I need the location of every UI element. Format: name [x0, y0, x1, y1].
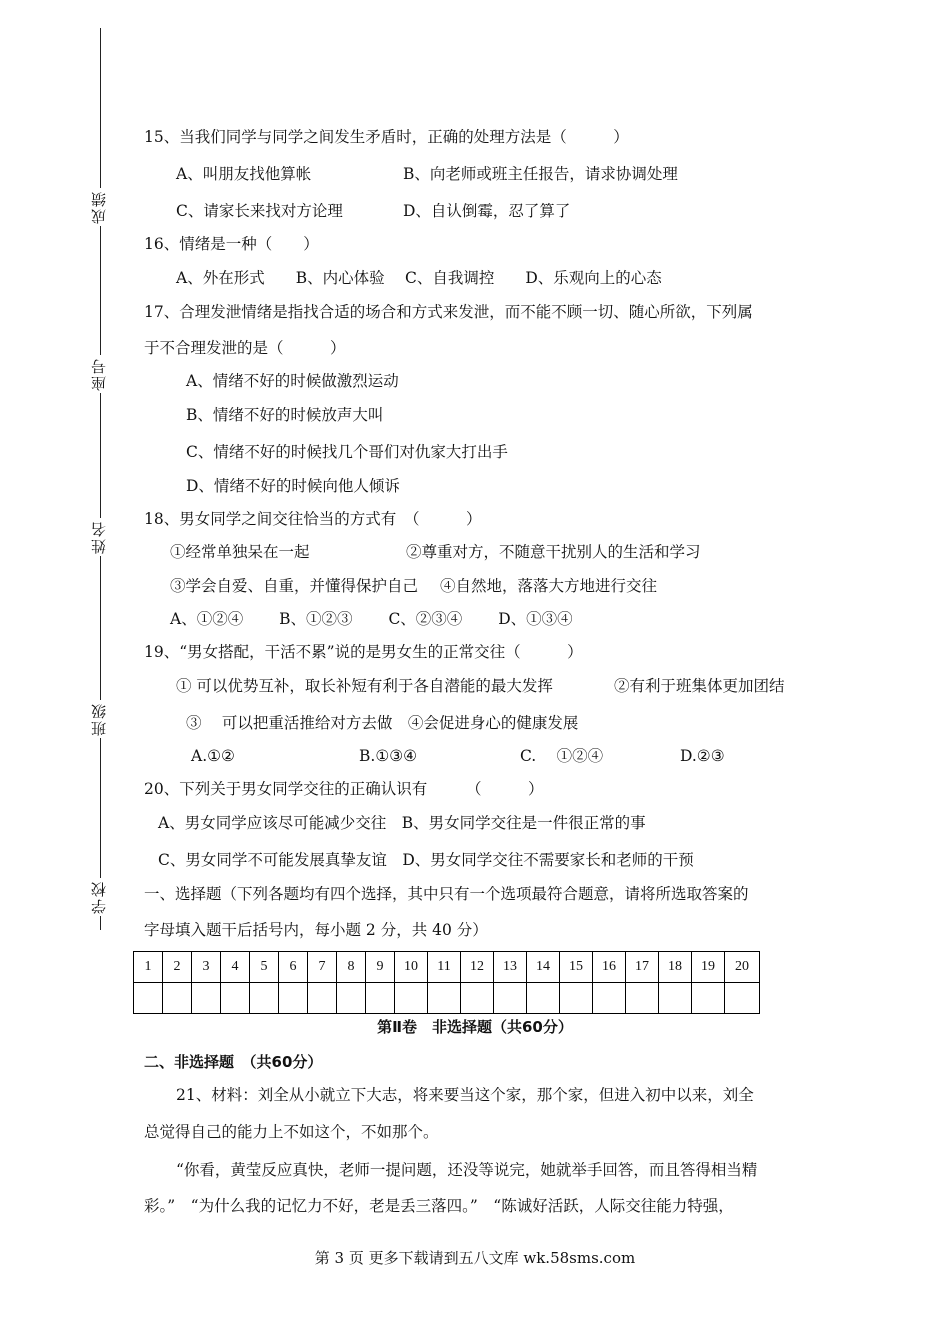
answer-blank-cell[interactable]	[395, 983, 428, 1014]
q17-option-d: D、情绪不好的时候向他人倾诉	[186, 477, 400, 495]
answer-blank-cell[interactable]	[560, 983, 593, 1014]
q15-option-d: D、自认倒霉，忍了算了	[403, 202, 571, 220]
answer-number-cell: 17	[626, 952, 659, 983]
answer-table-answer-row	[134, 983, 760, 1014]
q19-option-c: C. ①②④	[520, 747, 604, 765]
section1-instruction-line2: 字母填入题干后括号内，每小题 2 分，共 40 分）	[144, 921, 488, 939]
q19-items-3-4: ③ 可以把重活推给对方去做 ④会促进身心的健康发展	[186, 714, 579, 732]
answer-blank-cell[interactable]	[163, 983, 192, 1014]
answer-number-cell: 15	[560, 952, 593, 983]
answer-number-cell: 14	[527, 952, 560, 983]
q17-option-a: A、情绪不好的时候做激烈运动	[186, 372, 399, 390]
margin-label-seat: 座号	[88, 355, 112, 393]
section1-instruction-line1: 一、选择题（下列各题均有四个选择，其中只有一个选项最符合题意，请将所选取答案的	[144, 885, 749, 903]
answer-blank-cell[interactable]	[428, 983, 461, 1014]
q17-stem-line2: 于不合理发泄的是（ ）	[144, 339, 346, 357]
answer-number-cell: 19	[692, 952, 725, 983]
answer-blank-cell[interactable]	[527, 983, 560, 1014]
answer-blank-cell[interactable]	[221, 983, 250, 1014]
answer-blank-cell[interactable]	[337, 983, 366, 1014]
q20-options-cd: C、男女同学不可能发展真挚友谊 D、男女同学交往不需要家长和老师的干预	[158, 851, 694, 869]
answer-blank-cell[interactable]	[308, 983, 337, 1014]
q18-stem: 18、男女同学之间交往恰当的方式有 （ ）	[144, 510, 482, 528]
q19-option-a: A.①②	[191, 747, 235, 765]
q17-stem-line1: 17、合理发泄情绪是指找合适的场合和方式来发泄，而不能不顾一切、随心所欲，下列属	[144, 303, 753, 321]
q20-stem: 20、下列关于男女同学交往的正确认识有 （ ）	[144, 780, 544, 798]
answer-blank-cell[interactable]	[250, 983, 279, 1014]
answer-blank-cell[interactable]	[366, 983, 395, 1014]
answer-blank-cell[interactable]	[494, 983, 527, 1014]
answer-number-cell: 9	[366, 952, 395, 983]
q18-options: A、①②④ B、①②③ C、②③④ D、①③④	[170, 610, 573, 628]
answer-table	[133, 951, 760, 1014]
q15-option-a: A、叫朋友找他算帐	[176, 165, 312, 183]
answer-number-cell: 7	[308, 952, 337, 983]
answer-number-cell: 6	[279, 952, 308, 983]
answer-blank-cell[interactable]	[659, 983, 692, 1014]
margin-label-school: 学校	[88, 878, 112, 916]
answer-blank-cell[interactable]	[725, 983, 760, 1014]
q21-line3: “你看，黄莹反应真快，老师一提问题，还没等说完，她就举手回答，而且答得相当精	[176, 1161, 758, 1179]
answer-number-cell: 16	[593, 952, 626, 983]
page-footer: 第 3 页 更多下载请到五八文库 wk.58sms.com	[314, 1249, 636, 1267]
q15-option-c: C、请家长来找对方论理	[176, 202, 343, 220]
answer-blank-cell[interactable]	[692, 983, 725, 1014]
binding-margin-line	[100, 28, 101, 930]
answer-number-cell: 4	[221, 952, 250, 983]
q21-line2: 总觉得自己的能力上不如这个，不如那个。	[144, 1123, 439, 1141]
answer-number-cell: 20	[725, 952, 760, 983]
answer-blank-cell[interactable]	[626, 983, 659, 1014]
q16-stem: 16、情绪是一种（ ）	[144, 235, 319, 253]
answer-number-cell: 1	[134, 952, 163, 983]
q18-item-2: ②尊重对方，不随意干扰别人的生活和学习	[406, 543, 701, 561]
answer-number-cell: 12	[461, 952, 494, 983]
q16-options: A、外在形式 B、内心体验 C、自我调控 D、乐观向上的心态	[176, 269, 662, 287]
q21-line4: 彩。” “为什么我的记忆力不好，老是丢三落四。” “陈诚好活跃，人际交往能力特强，	[144, 1197, 734, 1215]
margin-label-class: 班级	[88, 700, 112, 738]
q18-item-1: ①经常单独呆在一起	[170, 543, 310, 561]
q19-option-d: D.②③	[680, 747, 725, 765]
answer-blank-cell[interactable]	[134, 983, 163, 1014]
q18-item-3: ③学会自爱、自重，并懂得保护自己	[170, 577, 419, 595]
answer-number-cell: 18	[659, 952, 692, 983]
q15-stem: 15、当我们同学与同学之间发生矛盾时，正确的处理方法是（ ）	[144, 128, 629, 146]
q17-option-b: B、情绪不好的时候放声大叫	[186, 406, 384, 424]
answer-table-header-row	[134, 952, 760, 983]
q19-item-2: ②有利于班集体更加团结	[614, 677, 785, 695]
answer-number-cell: 13	[494, 952, 527, 983]
q21-line1: 21、材料：刘全从小就立下大志，将来要当这个家，那个家，但进入初中以来，刘全	[176, 1086, 754, 1104]
part2-title: 第Ⅱ卷 非选择题（共60分）	[377, 1018, 573, 1036]
answer-number-cell: 10	[395, 952, 428, 983]
answer-blank-cell[interactable]	[461, 983, 494, 1014]
margin-label-name: 姓名	[88, 518, 112, 556]
answer-number-cell: 11	[428, 952, 461, 983]
q19-stem: 19、“男女搭配，干活不累”说的是男女生的正常交往（ ）	[144, 643, 583, 661]
answer-number-cell: 3	[192, 952, 221, 983]
answer-number-cell: 8	[337, 952, 366, 983]
answer-blank-cell[interactable]	[279, 983, 308, 1014]
section2-title: 二、非选择题 （共60分）	[144, 1053, 323, 1071]
q15-option-b: B、向老师或班主任报告，请求协调处理	[403, 165, 678, 183]
answer-blank-cell[interactable]	[593, 983, 626, 1014]
answer-number-cell: 2	[163, 952, 192, 983]
q18-item-4: ④自然地，落落大方地进行交往	[440, 577, 658, 595]
q20-options-ab: A、男女同学应该尽可能减少交往 B、男女同学交往是一件很正常的事	[158, 814, 646, 832]
q17-option-c: C、情绪不好的时候找几个哥们对仇家大打出手	[186, 443, 508, 461]
margin-label-score: 成绩	[88, 188, 112, 226]
q19-option-b: B.①③④	[359, 747, 418, 765]
answer-blank-cell[interactable]	[192, 983, 221, 1014]
answer-number-cell: 5	[250, 952, 279, 983]
q19-item-1: ① 可以优势互补，取长补短有利于各自潜能的最大发挥	[176, 677, 553, 695]
